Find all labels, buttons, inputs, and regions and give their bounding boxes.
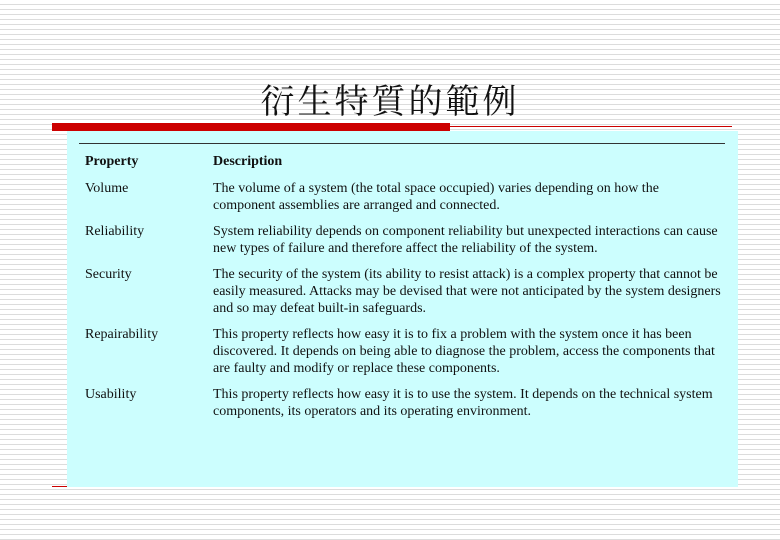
title-underline-bar	[52, 123, 450, 131]
table-header-row	[85, 153, 723, 180]
slide-title: 衍生特質的範例	[260, 82, 520, 122]
description-cell: This property reflects how easy it is to use the system. It depends on the technical system components, its operators and its operating environment.	[213, 387, 713, 419]
table-row-security	[85, 266, 723, 326]
table-row-usability	[85, 386, 723, 429]
title-underline-line	[450, 126, 732, 127]
description-cell: The volume of a system (the total space occupied) varies depending on how the component assemblies are arranged and connected.	[213, 181, 659, 213]
property-cell: Reliability	[85, 224, 145, 239]
property-cell: Repairability	[85, 327, 159, 342]
footer-line	[52, 486, 68, 487]
properties-table	[85, 153, 723, 429]
description-cell: This property reflects how easy it is to fix a problem with the system once it has been discovered. It depends on being able to diagnose the problem, access the components that are faulty and modify or replace these components.	[213, 327, 715, 376]
table-top-rule	[79, 143, 725, 144]
header-description: Description	[213, 154, 283, 169]
property-cell: Security	[85, 267, 132, 282]
description-cell: The security of the system (its ability to resist attack) is a complex property that cannot be easily measured. Attacks may be devised that were not anticipated by the system designers and so may defeat built-in safeguards.	[213, 267, 721, 316]
description-cell: System reliability depends on component reliability but unexpected interactions can cause new types of failure and therefore affect the reliability of the system.	[213, 224, 718, 256]
table-row-volume	[85, 180, 723, 223]
table-row-repairability	[85, 326, 723, 386]
table-row-reliability	[85, 223, 723, 266]
properties-table-panel	[67, 131, 738, 487]
header-property: Property	[85, 154, 139, 169]
property-cell: Usability	[85, 387, 137, 402]
property-cell: Volume	[85, 181, 129, 196]
